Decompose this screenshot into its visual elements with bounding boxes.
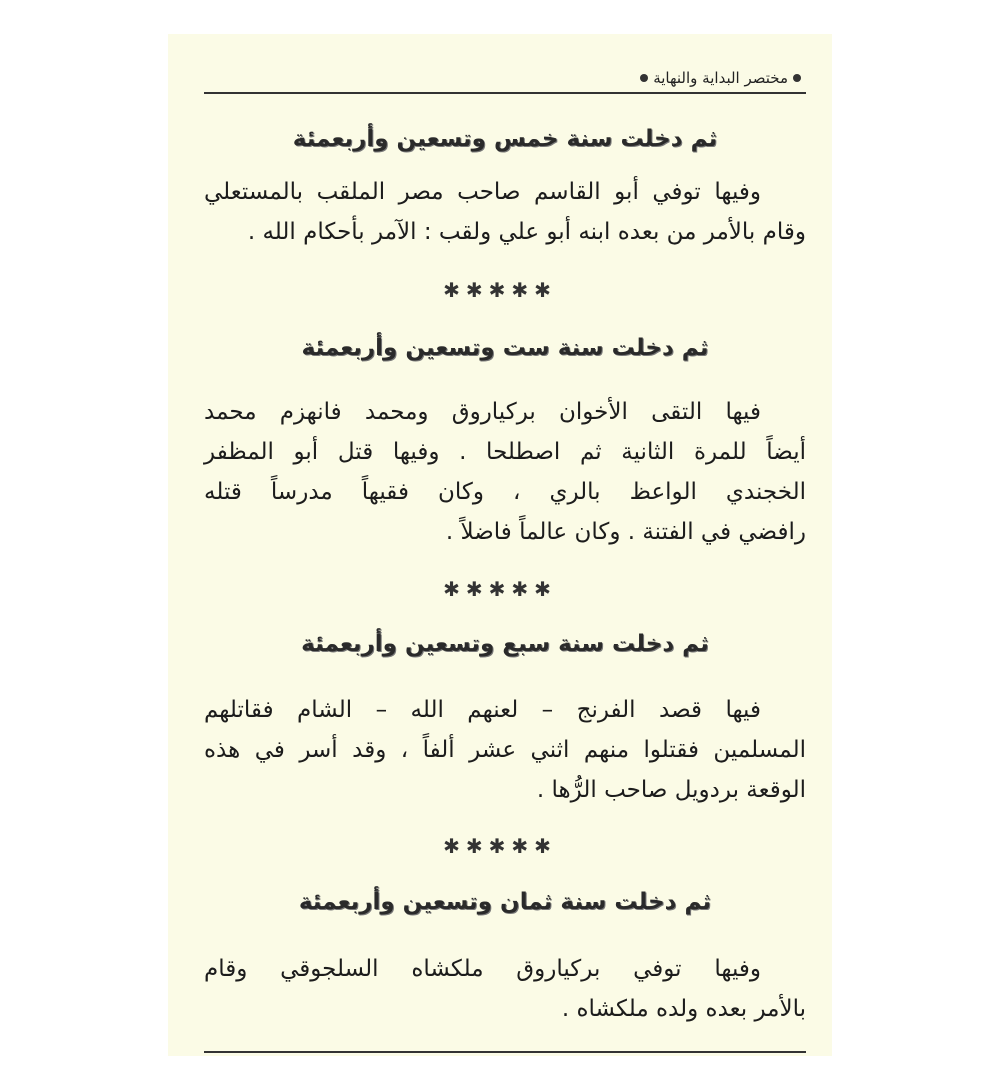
text-line: وفيها توفي بركياروق ملكشاه السلجوقي وقام	[204, 956, 761, 982]
separator-stars: ✱✱✱✱✱	[443, 278, 557, 302]
text-line: رافضي في الفتنة . وكان عالماً فاضلاً .	[445, 519, 806, 545]
text-line: وفيها توفي أبو القاسم صاحب مصر الملقب بالمستعلي	[204, 179, 761, 205]
section-paragraph	[204, 690, 806, 810]
text-line: الوقعة بردويل صاحب الرُّها .	[536, 777, 806, 803]
section-paragraph	[204, 172, 806, 252]
section-heading: ثم دخلت سنة ثمان وتسعين وأربعمئة	[298, 889, 712, 915]
text-line: المسلمين فقتلوا منهم اثني عشر ألفاً ، وقد أسر في هذه	[204, 737, 806, 763]
header-rule	[204, 92, 806, 94]
section-heading: ثم دخلت سنة سبع وتسعين وأربعمئة	[301, 631, 709, 657]
separator-stars: ✱✱✱✱✱	[443, 577, 557, 601]
bullet-icon	[793, 74, 801, 82]
bullet-icon	[640, 74, 648, 82]
footer-rule	[204, 1051, 806, 1053]
text-line: أيضاً للمرة الثانية ثم اصطلحا . وفيها قتل أبو المظفر	[204, 439, 806, 465]
text-line: فيها قصد الفرنج – لعنهم الله – الشام فقاتلهم	[204, 697, 761, 723]
book-title: مختصر البداية والنهاية	[653, 69, 788, 87]
book-page	[168, 34, 832, 1056]
running-header	[204, 64, 806, 92]
section-paragraph	[204, 392, 806, 552]
text-line: وقام بالأمر من بعده ابنه أبو علي ولقب : الآمر بأحكام الله .	[247, 219, 806, 245]
section-paragraph	[204, 949, 806, 1029]
text-line: الخجندي الواعظ بالري ، وكان فقيهاً مدرساً قتله	[204, 479, 806, 505]
text-line: بالأمر بعده ولده ملكشاه .	[561, 996, 806, 1022]
section-heading: ثم دخلت سنة ست وتسعين وأربعمئة	[301, 335, 709, 361]
section-heading: ثم دخلت سنة خمس وتسعين وأربعمئة	[292, 126, 718, 152]
text-line: فيها التقى الأخوان بركياروق ومحمد فانهزم محمد	[204, 399, 761, 425]
separator-stars: ✱✱✱✱✱	[443, 834, 557, 858]
